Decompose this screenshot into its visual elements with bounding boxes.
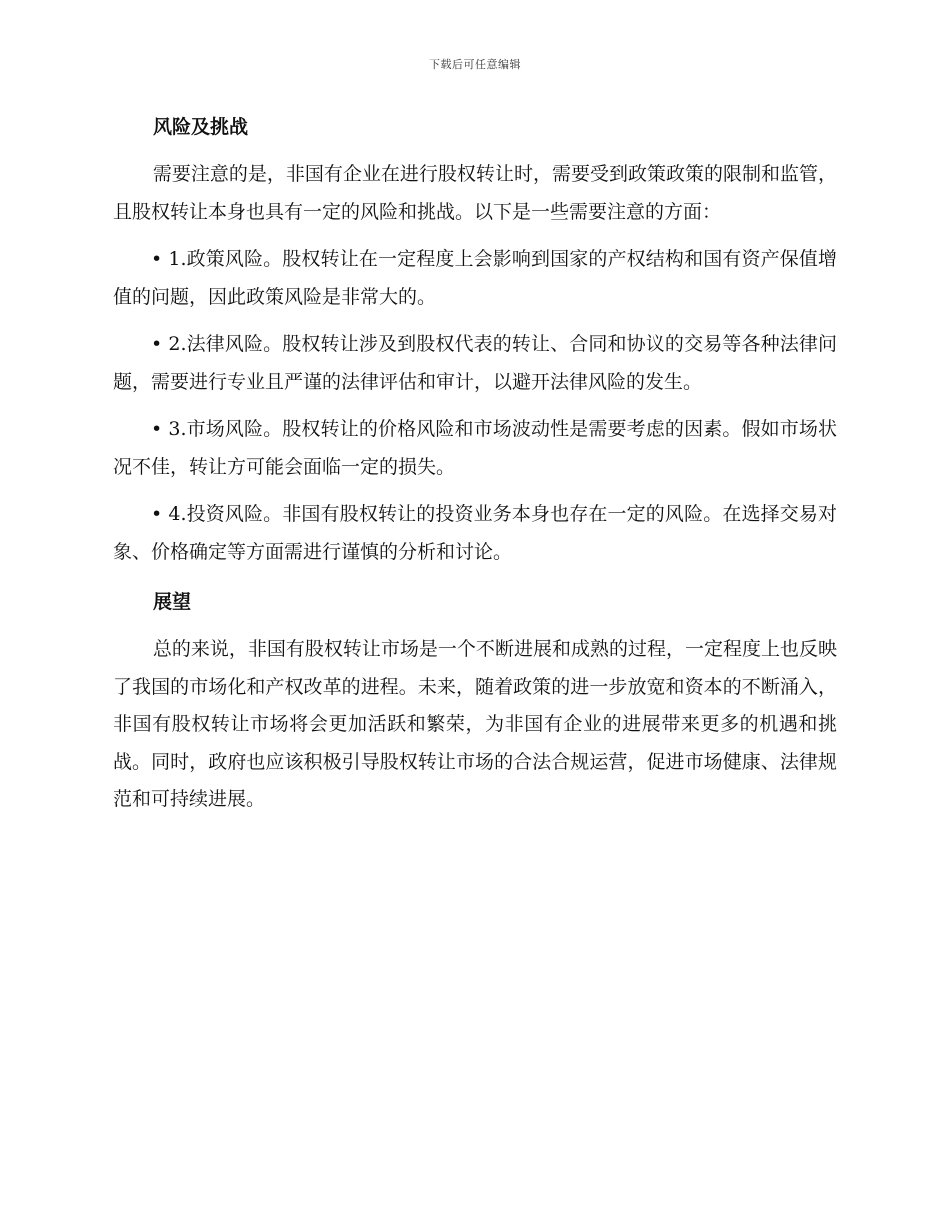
bullet-policy-risk: • 1.政策风险。股权转让在一定程度上会影响到国家的产权结构和国有资产保值增值的问题，因此政策风险是非常大的。 bbox=[113, 248, 837, 308]
bullet-legal-risk: • 2.法律风险。股权转让涉及到股权代表的转让、合同和协议的交易等各种法律问题，需要进行专业且严谨的法律评估和审计，以避开法律风险的发生。 bbox=[113, 333, 837, 393]
bullet-market-risk: • 3.市场风险。股权转让的价格风险和市场波动性是需要考虑的因素。假如市场状况不佳，转让方可能会面临一定的损失。 bbox=[113, 418, 837, 478]
bullet-investment-risk: • 4.投资风险。非国有股权转让的投资业务本身也存在一定的风险。在选择交易对象、价格确定等方面需进行谨慎的分析和讨论。 bbox=[113, 503, 837, 563]
document-body bbox=[113, 110, 837, 829]
section-heading-outlook: 展望 bbox=[153, 591, 192, 613]
paragraph-intro: 需要注意的是，非国有企业在进行股权转让时，需要受到政策政策的限制和监管，且股权转让本身也具有一定的风险和挑战。以下是一些需要注意的方面： bbox=[113, 163, 837, 223]
section-heading-risks: 风险及挑战 bbox=[153, 116, 249, 138]
paragraph-outlook: 总的来说，非国有股权转让市场是一个不断进展和成熟的过程，一定程度上也反映了我国的市场化和产权改革的进程。未来，随着政策的进一步放宽和资本的不断涌入，非国有股权转让市场将会更加活跃和繁荣，为非国有企业的进展带来更多的机遇和挑战。同时，政府也应该积极引导股权转让市场的合法合规运营，促进市场健康、法律规范和可持续进展。 bbox=[113, 638, 837, 810]
header-note: 下载后可任意编辑 bbox=[429, 58, 521, 71]
